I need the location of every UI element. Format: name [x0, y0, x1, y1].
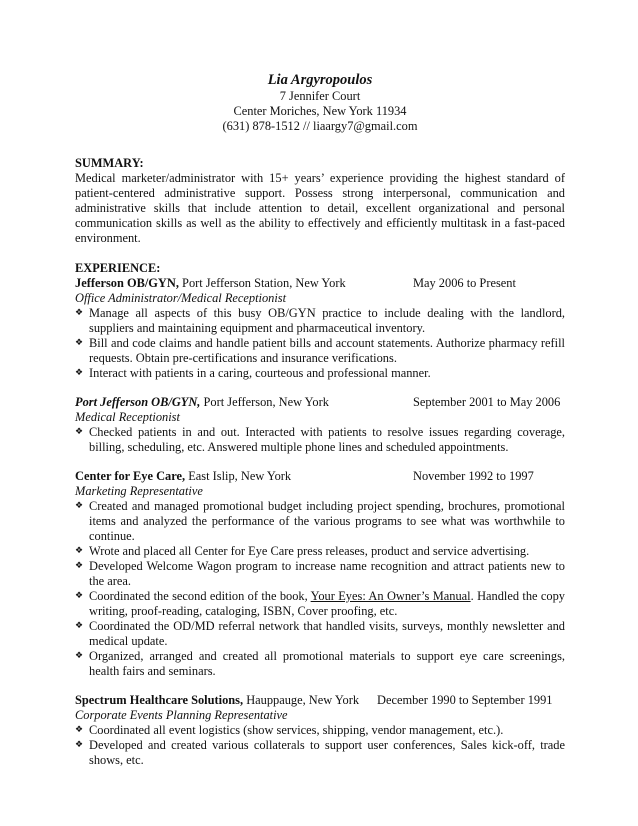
job-header: [75, 693, 565, 708]
duty-text: Manage all aspects of this busy OB/GYN practice to include dealing with the landlord, suppliers and maintaining equipment and pharmaceutical inventory.: [89, 306, 565, 335]
duty-item: [75, 589, 565, 619]
job-entry-spectrum-healthcare: [75, 693, 565, 768]
job-dates: September 2001 to May 2006: [413, 395, 561, 409]
street-address: 7 Jennifer Court: [279, 89, 361, 103]
job-duties-list: [75, 306, 565, 381]
job-dates: December 1990 to September 1991: [377, 693, 553, 707]
contact-info: (631) 878-1512 // liaargy7@gmail.com: [222, 119, 418, 133]
duty-item: [75, 425, 565, 455]
duty-item: [75, 499, 565, 544]
employer-name: Port Jefferson OB/GYN,: [75, 395, 201, 409]
duty-text: Organized, arranged and created all promotional materials to support eye care screenings, health fairs and seminars.: [89, 649, 565, 678]
bullet-icon: ❖: [75, 338, 84, 348]
duty-text: Interact with patients in a caring, courteous and professional manner.: [89, 366, 431, 380]
job-title: Marketing Representative: [75, 484, 203, 498]
bullet-icon: ❖: [75, 368, 84, 378]
job-location: Port Jefferson Station, New York: [182, 276, 346, 290]
candidate-name: Lia Argyropoulos: [267, 72, 373, 88]
bullet-icon: ❖: [75, 651, 84, 661]
duty-item: [75, 306, 565, 336]
summary-text: Medical marketer/administrator with 15+ years’ experience providing the highest standard of patient-centered administrative support. Possess strong interpersonal, communication and administrative skills that include attention to detail, excellent organizational and personal communication skills as well as the ability to effectively and efficiently multitask in a fast-paced environment.: [75, 171, 565, 245]
resume-header: [75, 72, 565, 134]
job-entry-center-for-eye-care: [75, 469, 565, 679]
job-title: Corporate Events Planning Representative: [75, 708, 288, 722]
duty-text: Bill and code claims and handle patient bills and account statements. Authorize pharmacy refill requests. Obtain pre-certifications and insurance verifications.: [89, 336, 565, 365]
employer-name: Spectrum Healthcare Solutions,: [75, 693, 244, 707]
bullet-icon: ❖: [75, 740, 84, 750]
employer-name: Jefferson OB/GYN,: [75, 276, 179, 290]
duty-text-after: . Handled the copy writing, proof-reading, cataloging, ISBN, Cover proofing, etc.: [89, 589, 565, 618]
duty-item: [75, 619, 565, 649]
duty-item: [75, 336, 565, 366]
job-header: [75, 469, 565, 484]
job-entry-port-jefferson-obgyn: [75, 395, 565, 455]
bullet-icon: ❖: [75, 561, 84, 571]
duty-text: Wrote and placed all Center for Eye Care press releases, product and service advertising.: [89, 544, 530, 558]
duty-item: [75, 544, 565, 559]
duty-item: [75, 649, 565, 679]
job-location: Port Jefferson, New York: [203, 395, 329, 409]
job-header: [75, 395, 565, 410]
bullet-icon: ❖: [75, 427, 84, 437]
duty-text: Created and managed promotional budget including project spending, brochures, promotional items and analyzed the performance of the various programs to see what was worthwhile to continue.: [89, 499, 565, 543]
bullet-icon: ❖: [75, 591, 84, 601]
job-duties-list: [75, 723, 565, 768]
duty-text-before: Coordinated the second edition of the book,: [89, 589, 311, 603]
duty-text: Developed and created various collaterals to support user conferences, Sales kick-off, trade shows, etc.: [89, 738, 565, 767]
job-dates: November 1992 to 1997: [413, 469, 534, 483]
duty-text: Coordinated all event logistics (show services, shipping, vendor management, etc.).: [89, 723, 504, 737]
duty-item: [75, 738, 565, 768]
duty-text: Checked patients in and out. Interacted with patients to resolve issues regarding coverage, billing, scheduling, etc. Answered multiple phone lines and scheduled appointments.: [89, 425, 565, 454]
bullet-icon: ❖: [75, 546, 84, 556]
job-header: [75, 276, 565, 291]
city-address: Center Moriches, New York 11934: [233, 104, 407, 118]
job-duties-list: [75, 425, 565, 455]
duty-item: [75, 723, 565, 738]
job-duties-list: [75, 499, 565, 679]
duty-text: Coordinated the OD/MD referral network that handled visits, surveys, monthly newsletter and medical update.: [89, 619, 565, 648]
bullet-icon: ❖: [75, 621, 84, 631]
duty-item: [75, 366, 565, 381]
job-title: Medical Receptionist: [75, 410, 180, 424]
job-title: Office Administrator/Medical Receptionist: [75, 291, 287, 305]
duty-text: Developed Welcome Wagon program to increase name recognition and attract patients new to the area.: [89, 559, 565, 588]
job-location: East Islip, New York: [188, 469, 292, 483]
book-title: Your Eyes: An Owner’s Manual: [310, 589, 471, 603]
employer-name: Center for Eye Care,: [75, 469, 186, 483]
job-dates: May 2006 to Present: [413, 276, 516, 290]
resume-page: [75, 72, 565, 768]
job-location: Hauppauge, New York: [246, 693, 360, 707]
summary-heading: SUMMARY:: [75, 156, 144, 170]
experience-heading: EXPERIENCE:: [75, 261, 161, 275]
duty-item: [75, 559, 565, 589]
bullet-icon: ❖: [75, 308, 84, 318]
job-entry-jefferson-obgyn: [75, 276, 565, 381]
bullet-icon: ❖: [75, 725, 84, 735]
bullet-icon: ❖: [75, 501, 84, 511]
